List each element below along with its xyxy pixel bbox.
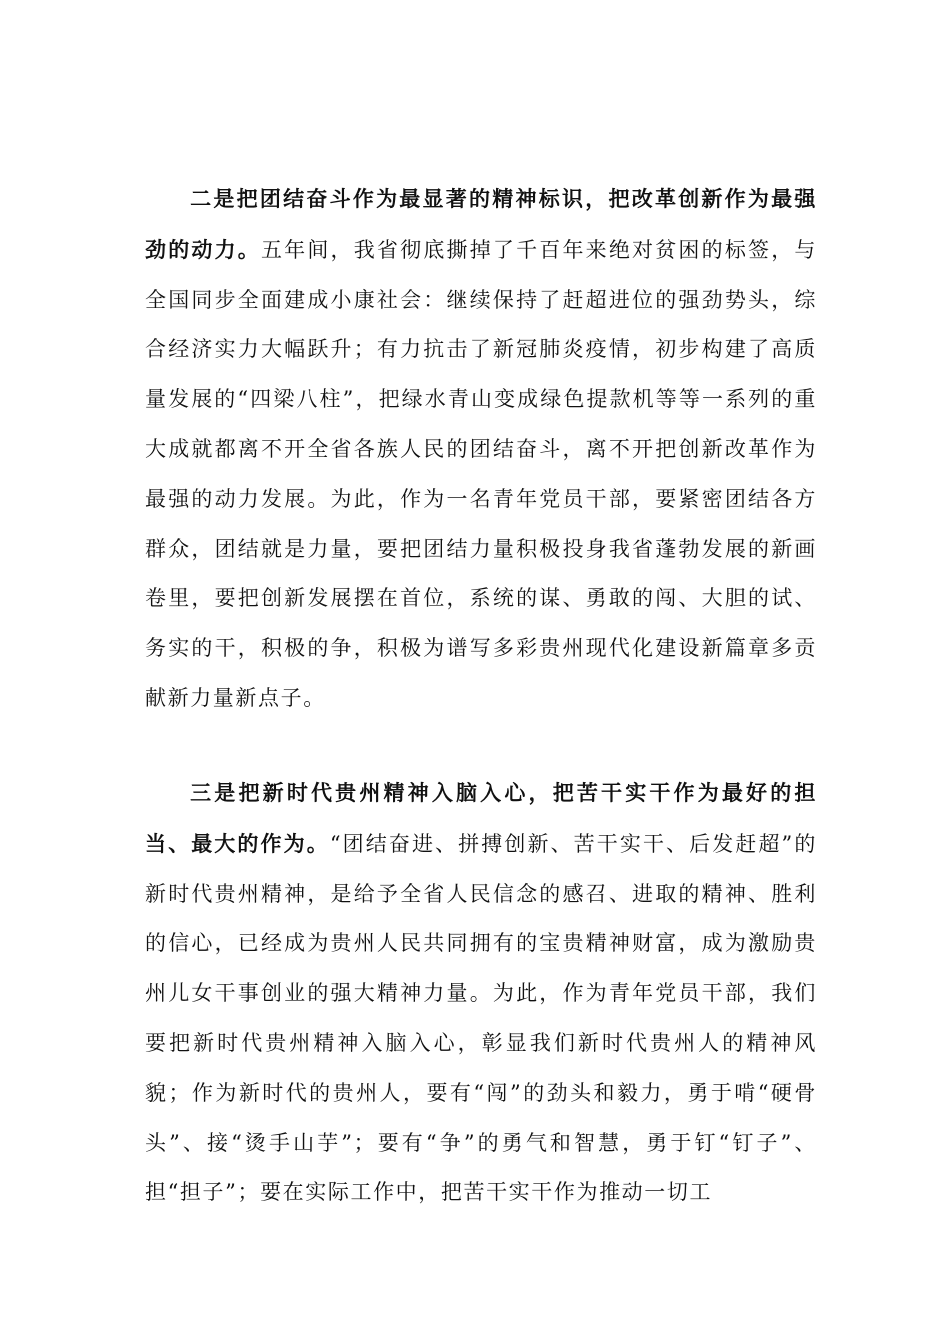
paragraph-three-body: “团结奋进、拼搏创新、苦干实干、后发赶超”的新时代贵州精神，是给予全省人民信念的感召、进取的精神、胜利的信心，已经成为贵州人民共同拥有的宝贵精神财富，成为激励贵州儿女干事创业的强大精神力量。为此，作为青年党员干部，我们要把新时代贵州精神入脑入心，彰显我们新时代贵州人的精神风貌；作为新时代的贵州人，要有“闯”的劲头和毅力，勇于啃“硬骨头”、接“烫手山芋”；要有“争”的勇气和智慧，勇于钉“钉子”、担“担子”；要在实际工作中，把苦干实干作为推动一切工 xyxy=(145,831,817,1205)
paragraph-three xyxy=(145,768,817,1218)
paragraph-two xyxy=(145,174,817,724)
paragraph-two-body: 五年间，我省彻底撕掉了千百年来绝对贫困的标签，与全国同步全面建成小康社会：继续保持了赶超进位的强劲势头，综合经济实力大幅跃升；有力抗击了新冠肺炎疫情，初步构建了高质量发展的“四梁八柱”，把绿水青山变成绿色提款机等等一系列的重大成就都离不开全省各族人民的团结奋斗，离不开把创新改革作为最强的动力发展。为此，作为一名青年党员干部，要紧密团结各方群众，团结就是力量，要把团结力量积极投身我省蓬勃发展的新画卷里，要把创新发展摆在首位，系统的谋、勇敢的闯、大胆的试、务实的干，积极的争，积极为谱写多彩贵州现代化建设新篇章多贡献新力量新点子。 xyxy=(145,237,817,710)
paragraph-two-lead: 二是把团结奋斗作为最显著的精神标识，把改革创新作为最强劲的动力。 xyxy=(145,186,817,262)
paragraph-three-lead: 三是把新时代贵州精神入脑入心，把苦干实干作为最好的担当、最大的作为。 xyxy=(145,780,817,856)
